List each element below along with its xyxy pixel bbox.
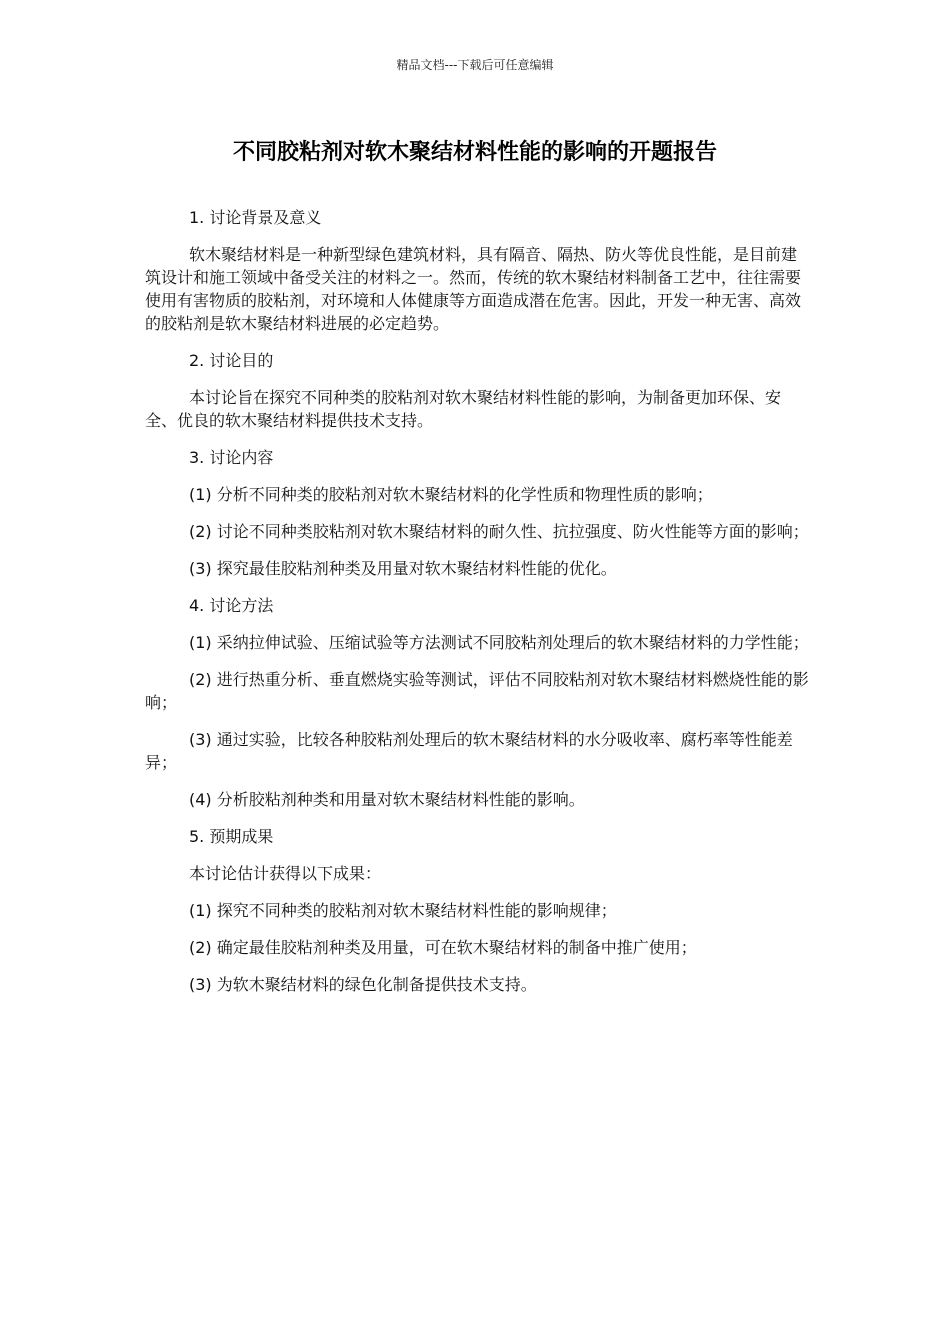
section-heading-content: 3. 讨论内容 <box>189 448 274 467</box>
content-item-1: (1) 分析不同种类的胶粘剂对软木聚结材料的化学性质和物理性质的影响； <box>189 485 713 504</box>
content-item-2: (2) 讨论不同种类胶粘剂对软木聚结材料的耐久性、抗拉强度、防火性能等方面的影响； <box>189 522 809 541</box>
method-item-1: (1) 采纳拉伸试验、压缩试验等方法测试不同胶粘剂处理后的软木聚结材料的力学性能； <box>189 633 809 652</box>
results-intro: 本讨论估计获得以下成果： <box>189 864 382 883</box>
section-heading-method: 4. 讨论方法 <box>189 596 274 615</box>
document-title: 不同胶粘剂对软木聚结材料性能的影响的开题报告 <box>232 140 717 165</box>
result-item-2: (2) 确定最佳胶粘剂种类及用量，可在软木聚结材料的制备中推广使用； <box>189 938 697 957</box>
result-item-3: (3) 为软木聚结材料的绿色化制备提供技术支持。 <box>189 975 537 994</box>
content-item-3: (3) 探究最佳胶粘剂种类及用量对软木聚结材料性能的优化。 <box>189 559 617 578</box>
section-heading-purpose: 2. 讨论目的 <box>189 351 274 370</box>
method-item-4: (4) 分析胶粘剂种类和用量对软木聚结材料性能的影响。 <box>189 790 585 809</box>
paragraph-purpose: 本讨论旨在探究不同种类的胶粘剂对软木聚结材料性能的影响，为制备更加环保、安全、优良的软木聚结材料提供技术支持。 <box>145 388 782 430</box>
document-body <box>145 206 810 1010</box>
paragraph-background: 软木聚结材料是一种新型绿色建筑材料，具有隔音、隔热、防火等优良性能，是目前建筑设计和施工领域中备受关注的材料之一。然而，传统的软木聚结材料制备工艺中，往往需要使用有害物质的胶粘剂，对环境和人体健康等方面造成潜在危害。因此，开发一种无害、高效的胶粘剂是软木聚结材料进展的必定趋势。 <box>145 245 802 333</box>
section-heading-background: 1. 讨论背景及意义 <box>189 208 322 227</box>
method-item-2: (2) 进行热重分析、垂直燃烧实验等测试，评估不同胶粘剂对软木聚结材料燃烧性能的影响； <box>145 670 809 712</box>
header-note: 精品文档---下载后可任意编辑 <box>396 58 554 72</box>
section-heading-results: 5. 预期成果 <box>189 827 274 846</box>
result-item-1: (1) 探究不同种类的胶粘剂对软木聚结材料性能的影响规律； <box>189 901 617 920</box>
method-item-3: (3) 通过实验，比较各种胶粘剂处理后的软木聚结材料的水分吸收率、腐朽率等性能差异； <box>145 730 793 772</box>
